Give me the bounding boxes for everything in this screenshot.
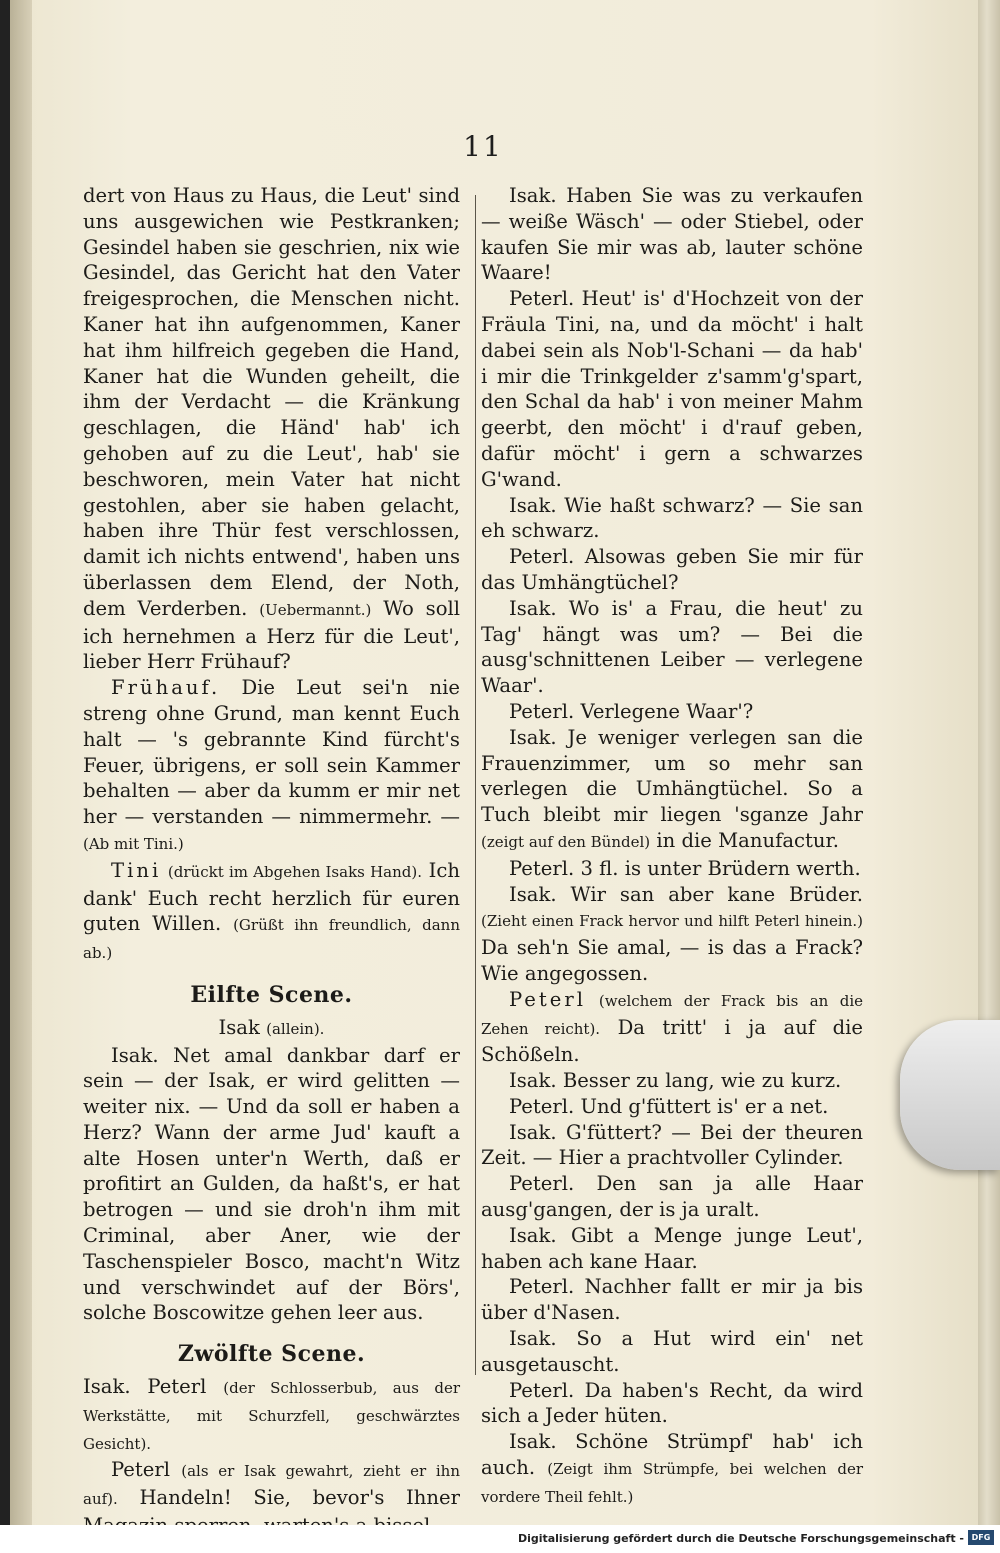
left-column xyxy=(83,183,460,1539)
footer-bar xyxy=(0,1525,1000,1553)
speaker: Isak. xyxy=(509,184,557,207)
text: Haben Sie was zu verkaufen — weiße Wäsch' — oder Stiebel, oder kaufen Sie mir was ab, lauter schöne Waare! xyxy=(481,184,863,285)
scene-heading: Zwölfte Scene. xyxy=(177,1341,366,1368)
speaker: Peterl. xyxy=(509,545,575,569)
text: Je weniger verlegen san die Frauenzimmer, um so mehr san verlegen die Umhängtüchel. So a Tuch bleibt mir liegen 'sganze Jahr xyxy=(481,725,863,827)
scene-heading: Eilfte Scene. xyxy=(190,981,353,1008)
speaker: Isak. Peterl xyxy=(83,1375,207,1399)
speaker: Peterl. xyxy=(509,699,575,723)
stage-direction: (Zieht einen Frack hervor und hilft Peterl hinein.) xyxy=(481,912,863,931)
speaker: Peterl. xyxy=(509,1094,575,1118)
right-column xyxy=(481,183,863,1511)
speaker: Isak. xyxy=(509,493,557,517)
stage-direction: (Ab mit Tini.) xyxy=(83,834,184,853)
speaker: Peterl. xyxy=(509,287,575,311)
text: Ich dank' Euch recht herzlich für euren guten Willen. xyxy=(83,858,461,936)
paragraph xyxy=(481,1068,863,1094)
paragraph xyxy=(481,1378,863,1430)
paragraph xyxy=(83,1043,460,1327)
text: Wir san aber kane Brüder. xyxy=(570,882,863,906)
speaker: Isak. xyxy=(509,882,557,906)
page-edge-stack xyxy=(978,0,1000,1525)
stage-direction: (drückt im Abgehen Isaks Hand). xyxy=(167,862,422,881)
speaker: Peterl. xyxy=(509,1275,575,1299)
speaker: Isak. xyxy=(509,596,557,620)
paragraph xyxy=(481,1274,863,1326)
text: G'füttert? — Bei der theuren Zeit. — Hier a prachtvoller Cylinder. xyxy=(481,1120,863,1170)
paragraph xyxy=(481,1094,863,1120)
stage-direction: (allein). xyxy=(266,1019,325,1038)
text: Wo soll ich hernehmen a Herz für die Leut', lieber Herr Frühauf? xyxy=(83,596,461,674)
page-clip xyxy=(900,1020,1000,1170)
paragraph xyxy=(83,675,460,858)
stage-direction: (Grüßt ihn freundlich, dann ab.) xyxy=(83,916,460,963)
stage-direction: (Uebermannt.) xyxy=(259,600,372,619)
text: Besser zu lang, wie zu kurz. xyxy=(562,1069,842,1093)
paragraph xyxy=(481,544,863,596)
text: Wie haßt schwarz? — Sie san eh schwarz. xyxy=(481,493,864,543)
speaker: Isak. xyxy=(509,1327,557,1351)
stage-direction: (der Schlosserbub, aus der Werkstätte, mit Schurzfell, geschwärztes Gesicht). xyxy=(83,1379,461,1453)
text: Da tritt' i ja auf die Schößeln. xyxy=(481,1015,863,1067)
paragraph xyxy=(481,1429,863,1510)
speaker: Isak. xyxy=(509,1120,557,1144)
text: Da seh'n Sie amal, — is das a Frack? Wie angegossen. xyxy=(481,936,863,985)
paragraph xyxy=(481,725,863,856)
text: Heut' is' d'Hochzeit von der Fräula Tini, na, und da möcht' i halt dabei sein als Nob'l-Schani — da hab' i mir die Trinkgelder z'samm'g'spart, den Schal da hab' i von meiner Mahm geerbt, den möcht' i d'rauf geben, dafür möcht' i gern a schwarzes G'wand. xyxy=(481,287,864,491)
text: 3 fl. is unter Brüdern werth. xyxy=(580,856,861,880)
paragraph xyxy=(481,882,863,987)
text: Die Leut sei'n nie streng ohne Grund, man kennt Euch halt — 's gebrannte Kind fürcht's Feuer, übrigens, er soll sein Kammer behalten — aber da kumm er mir net her — verstanden — nimmermehr. — xyxy=(83,676,460,829)
text: Verlegene Waar'? xyxy=(580,699,754,723)
paragraph xyxy=(481,596,863,699)
speaker: Peterl. xyxy=(509,1378,575,1402)
text: Und g'füttert is' er a net. xyxy=(580,1094,829,1118)
speaker: Peterl xyxy=(111,1458,171,1482)
cast-line xyxy=(83,1374,460,1457)
paragraph xyxy=(481,1326,863,1378)
funding-credit: Digitalisierung gefördert durch die Deutsche Forschungsgemeinschaft - xyxy=(517,1532,964,1545)
column-divider xyxy=(475,195,476,1375)
speaker: Frühauf. xyxy=(111,676,221,700)
text: Schöne Strümpf' hab' ich auch. xyxy=(481,1430,863,1480)
page-number: 11 xyxy=(463,130,503,163)
text: Den san ja alle Haar ausg'gangen, der is ja uralt. xyxy=(481,1172,864,1222)
text: Alsowas geben Sie mir für das Umhängtüchel? xyxy=(481,545,864,594)
text: Da haben's Recht, da wird sich a Jeder hüten. xyxy=(481,1378,863,1428)
text: Wo is' a Frau, die heut' zu Tag' hängt was um? — Bei die ausg'schnittenen Leiber — verlegene Waar'. xyxy=(481,596,863,698)
speaker: Isak. xyxy=(509,1223,557,1247)
speaker: Peterl. xyxy=(509,1172,575,1196)
text: So a Hut wird ein' net ausgetauscht. xyxy=(481,1327,863,1376)
text: in die Manufactur. xyxy=(656,828,839,852)
paragraph xyxy=(481,1120,863,1172)
paragraph xyxy=(481,1171,863,1223)
speaker: Isak. xyxy=(509,725,557,749)
stage-direction: (zeigt auf den Bündel) xyxy=(481,832,651,851)
paragraph xyxy=(481,856,863,882)
paragraph xyxy=(481,493,863,545)
speaker: Isak. xyxy=(111,1043,159,1067)
speaker: Isak. xyxy=(509,1430,557,1454)
dfg-logo: DFG xyxy=(968,1530,994,1545)
paragraph xyxy=(83,858,460,967)
stage-direction: (Zeigt ihm Strümpfe, bei welchen der vordere Theil fehlt.) xyxy=(481,1460,863,1506)
speaker: Tini xyxy=(111,858,162,882)
speaker: Isak xyxy=(218,1015,260,1039)
stage-direction: (als er Isak gewahrt, zieht er ihn auf). xyxy=(83,1462,461,1509)
paragraph xyxy=(481,699,863,725)
speaker: Peterl xyxy=(509,987,587,1011)
text: dert von Haus zu Haus, die Leut' sind uns ausgewichen wie Pestkranken; Gesindel haben sie geschrien, nix wie Gesindel, das Gericht hat den Vater freigesprochen, die Menschen nicht. Kaner hat ihn aufgenommen, Kaner hat ihm hilfreich gegeben die Hand, Kaner hat die Wunden geheilt, die ihm der Verdacht — die Kränkung geschlagen, die Händ' hab' ich gehoben auf zu die Leut', hab' sie beschworen, mein Vater hat nicht gestohlen, aber sie haben gelacht, haben ihre Thür fest verschlossen, damit ich nichts entwend', haben uns überlassen dem Elend, der Noth, dem Verderben. xyxy=(83,184,460,620)
speaker: Isak. xyxy=(509,1069,557,1093)
speaker: Peterl. xyxy=(509,856,575,880)
text: Handeln! Sie, bevor's Ihner xyxy=(139,1486,460,1510)
text: Net amal dankbar darf er sein — der Isak, er wird gelitten — weiter nix. — Und da soll er haben a Herz? Wann der arme Jud' kauft a alte Hosen unter'n Werth, daß er profitirt an Gulden, da haßt's, er hat betrogen — und sie droh'n ihm mit Criminal, aber Aner, wie der Taschenspieler Bosco, macht'n Witz und verschwindet auf der Börs', solche Boscowitze gehen leer aus. xyxy=(83,1043,460,1325)
paragraph xyxy=(481,1223,863,1275)
paragraph xyxy=(481,286,863,492)
text: Gibt a Menge junge Leut', haben ach kane Haar. xyxy=(481,1223,864,1273)
cast-line xyxy=(83,1015,460,1043)
paragraph xyxy=(481,987,863,1068)
stage-direction: (welchem der Frack bis an die Zehen reicht). xyxy=(481,991,863,1038)
paragraph xyxy=(83,183,460,675)
book-gutter xyxy=(10,0,32,1525)
paragraph xyxy=(481,183,863,286)
text: Nachher fallt er mir ja bis über d'Nasen. xyxy=(481,1275,864,1325)
